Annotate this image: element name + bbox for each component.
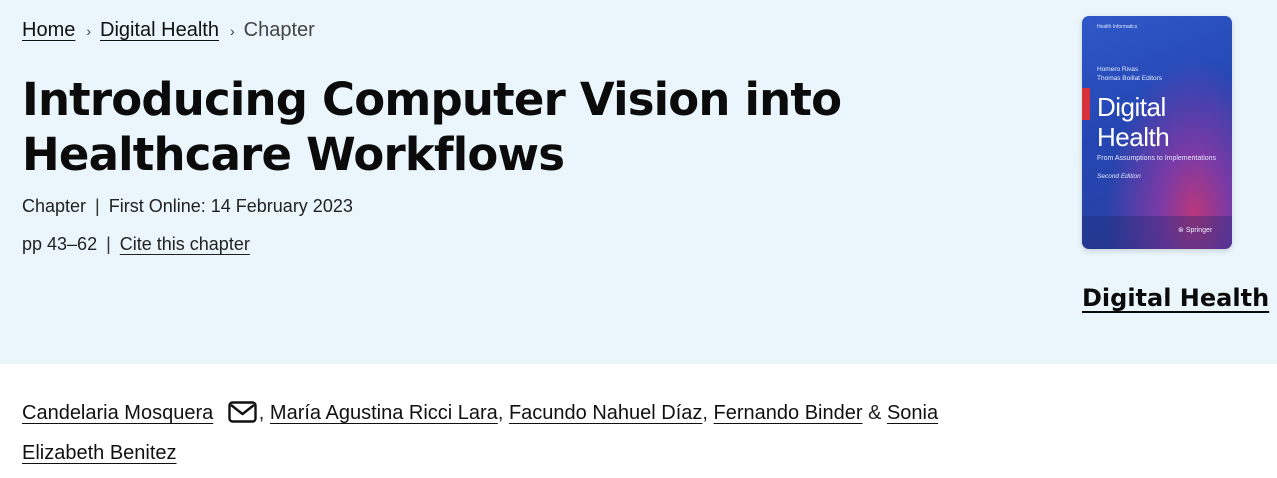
breadcrumb-book-link[interactable]: Digital Health [100,19,219,41]
author-link[interactable]: Candelaria Mosquera [22,402,214,424]
page-title [22,72,882,182]
author-separator: , [258,402,265,424]
cover-subtitle: From Assumptions to Implementations [1097,155,1217,162]
cover-title [1097,92,1169,152]
meta-divider: | [106,234,111,254]
chevron-right-icon: › [229,22,235,39]
chapter-pages-row [22,234,250,255]
cover-editors [1097,65,1162,83]
cover-publisher-name: Springer [1185,227,1213,234]
cover-publisher [1178,226,1212,234]
author-separator: , [702,402,708,424]
breadcrumb-home-link[interactable]: Home [22,19,76,41]
chevron-right-icon: › [86,22,92,39]
page-title-line-1: Introducing Computer Vision into [22,73,842,126]
cover-title-line-1: Digital [1097,92,1166,122]
book-cover[interactable] [1082,16,1232,249]
author-link[interactable]: María Agustina Ricci Lara [269,402,498,424]
cite-chapter-link[interactable]: Cite this chapter [119,234,250,254]
page-title-line-2: Healthcare Workflows [22,128,565,181]
author-link[interactable]: Sonia Elizabeth Benitez [22,402,939,464]
cover-title-line-2: Health [1097,122,1170,152]
cover-edition: Second Edition [1097,173,1141,180]
content-type: Chapter [22,196,87,216]
author-link[interactable]: Fernando Binder [713,402,863,424]
book-title-link[interactable]: Digital Health [1082,284,1270,312]
breadcrumb [22,19,315,42]
meta-divider: | [95,196,100,216]
first-online-date: First Online: 14 February 2023 [108,196,353,216]
author-list [22,393,982,473]
cover-editor-1: Homero Rivas [1097,66,1139,73]
breadcrumb-current: Chapter [243,19,315,41]
author-ampersand: & [868,402,882,424]
author-link[interactable]: Facundo Nahuel Díaz [508,402,703,424]
author-separator: , [497,402,504,424]
chapter-meta [22,196,353,217]
page-range: pp 43–62 [22,234,98,254]
springer-logo-icon: ⊛ [1178,227,1186,234]
cover-red-bar [1082,88,1090,120]
cover-series: Health Informatics [1097,24,1138,30]
cover-editor-2: Thomas Boillat Editors [1097,75,1163,82]
envelope-icon[interactable] [228,401,257,423]
